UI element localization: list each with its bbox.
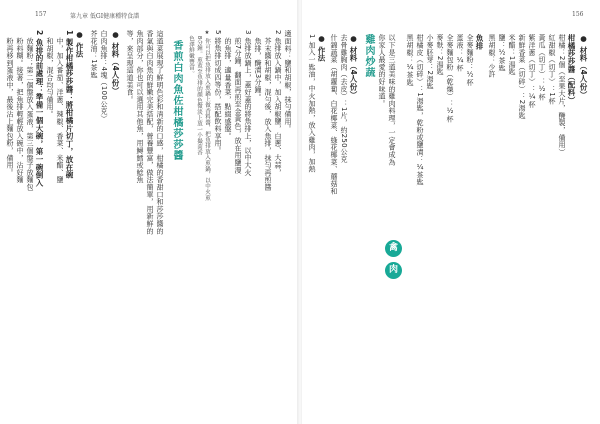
fish-item: 柑橘皮（切碎）：1湯匙，乾粉或鹽漬：¼茶匙 xyxy=(416,34,424,186)
salsa-item: 黃瓜（切丁）：½杯 xyxy=(538,34,546,101)
note-line: ★ 你可以把魚排放入煎鍋上做香料醬，把魚排放入煎鍋，以中火煎 xyxy=(204,30,210,201)
method-label: ● 作法 xyxy=(75,30,84,58)
intro-line: 3 魚排放鍋上，蓋好蓋的將魚排上，以中大火 xyxy=(244,30,252,176)
recipe2-step: 1 加入一匙油，中火加熱，放入雞肉，加熱 xyxy=(308,34,316,173)
method-step-heading: 2 魚排的前處理：準備一個大碗，第一碗倒入 xyxy=(35,30,44,187)
salsa-item: 鹽：½茶匙 xyxy=(498,34,506,72)
intro-line: 煎7分鐘，翻面再煎至金黃色，放在用鹽漫 xyxy=(234,30,242,174)
recipe-title: 香煎白肉魚佐柑橘莎莎醬 xyxy=(171,40,182,161)
intro-line: 芥末醬和胡椒，混勻後，放入魚排，抹勻再煎醬 xyxy=(264,30,272,191)
fish-item: 麥麩：2湯匙 xyxy=(436,34,444,76)
method-line: 放麵粉；第二個盤放入蛋液，第三個盤子放麵包 xyxy=(26,30,34,191)
fish-label: 魚排 xyxy=(475,34,484,50)
ingredients-label: ● 材料（4人份） xyxy=(349,34,358,99)
fish-item: 全麥麵包粉（乾燥）：½杯 xyxy=(446,34,454,123)
method-line: 粉再移到蛋液中，最後沾上麵包粉，備用。 xyxy=(6,30,14,176)
intro-line: 5 將魚排切成四等份，搭配飲料享用。 xyxy=(214,30,222,155)
right-page-number: 156 xyxy=(572,11,584,18)
recipe2-item: 什錦蔬菜（胡蘿蔔、白花椰菜、綠花椰菜、蘑菇和 xyxy=(330,34,338,195)
method-line: 和胡椒，混合均勻備用。 xyxy=(46,30,54,118)
recipe2-title: 雞肉炒蔬 xyxy=(363,34,374,78)
ingredient-item: 白肉魚排：4塊（100公克） xyxy=(100,30,108,123)
fish-item: 小麥胚芽：2湯匙 xyxy=(426,34,434,90)
intro-line: 2 魚排放入鍋中，加入胡椒鹽，白蔥、大蒜， xyxy=(274,30,282,176)
method-line: 粉料糊。接著，把魚排輕輕放入碗中，沾好麵 xyxy=(16,30,24,184)
ingredients-label: ● 材料（4人份） xyxy=(111,30,120,95)
fish-item: 黑胡椒：¼茶匙 xyxy=(406,34,414,87)
note-line: 8分鐘。煎蓋至魚排的顏色微淡上放一小撮茴香 xyxy=(196,30,202,156)
recipe-intro-line: 香氣與白肉魚的鮮嫩完美搭配，營養豐富，做法簡單，用新鮮的 xyxy=(146,30,154,235)
left-page xyxy=(0,0,298,424)
ingredient-item: 芥花油：1茶匙 xyxy=(90,30,98,79)
salsa-item: 新鮮香菜（切碎）：2湯匙 xyxy=(518,34,526,120)
left-page-number: 157 xyxy=(35,11,47,18)
ingredients-label: ● 材料（4人份） xyxy=(579,34,588,99)
recipe-intro-line: 這道菜展現了鮮明色彩和清新的口感，柑橘的香甜口和莎莎醬的 xyxy=(156,30,164,235)
fish-item: 全麥麵粉：½杯 xyxy=(466,34,474,87)
method-step-heading: 1 製作柑橘莎莎醬：將柑橘片切丁，放在碗 xyxy=(65,30,74,179)
note-line: 色澤鮮嫩豐富。 xyxy=(188,30,194,77)
left-running-head: 第九章 低GI健康種特食譜 xyxy=(70,13,140,20)
salsa-label: 柑橘莎莎醬（配料） xyxy=(567,34,576,105)
chicken-intro-line: 你家人最愛的好味道。 xyxy=(378,34,386,107)
salsa-item: 米醋：1湯匙 xyxy=(508,34,516,76)
fish-item: 蛋液：¼杯 xyxy=(456,34,464,72)
method-label: ● 作法 xyxy=(317,34,326,62)
intro-line: 魚排，醃漬3分鐘。 xyxy=(254,30,262,101)
salsa-item: 紅甜椒（切丁）：1杯 xyxy=(548,34,556,105)
intro-line: 適面料：鹽和胡椒，抹勻備用。 xyxy=(284,30,292,133)
recipe-intro-line: 魚肉部分，你也可以選用其他魚，用鱘鱈或鯰魚 xyxy=(136,30,144,184)
salsa-item: 柑橘：2個（至果大片，醃製，備用） xyxy=(558,34,566,156)
salsa-item: 紫洋蔥（切丁）：¼杯 xyxy=(528,34,536,108)
intro-line: 的魚排，適量香菜，點綴盛盤。 xyxy=(224,30,232,140)
recipe2-item: 去骨雞胸肉（去皮）：1片，約250公克 xyxy=(340,34,348,163)
section-seal: 肉 xyxy=(385,262,402,279)
chicken-intro-line: 以下是三道美味的雞肉料理，一定會成為 xyxy=(388,34,396,166)
recipe-intro-line: 等，來呈現這道美食。 xyxy=(126,30,134,103)
right-page xyxy=(302,0,600,424)
salsa-item: 黑胡椒：少許 xyxy=(488,34,496,78)
section-seal: 禽 xyxy=(385,240,402,257)
method-line: 中，加入番茄、洋蔥、辣椒、香菜、米醋、鹽 xyxy=(56,30,64,184)
